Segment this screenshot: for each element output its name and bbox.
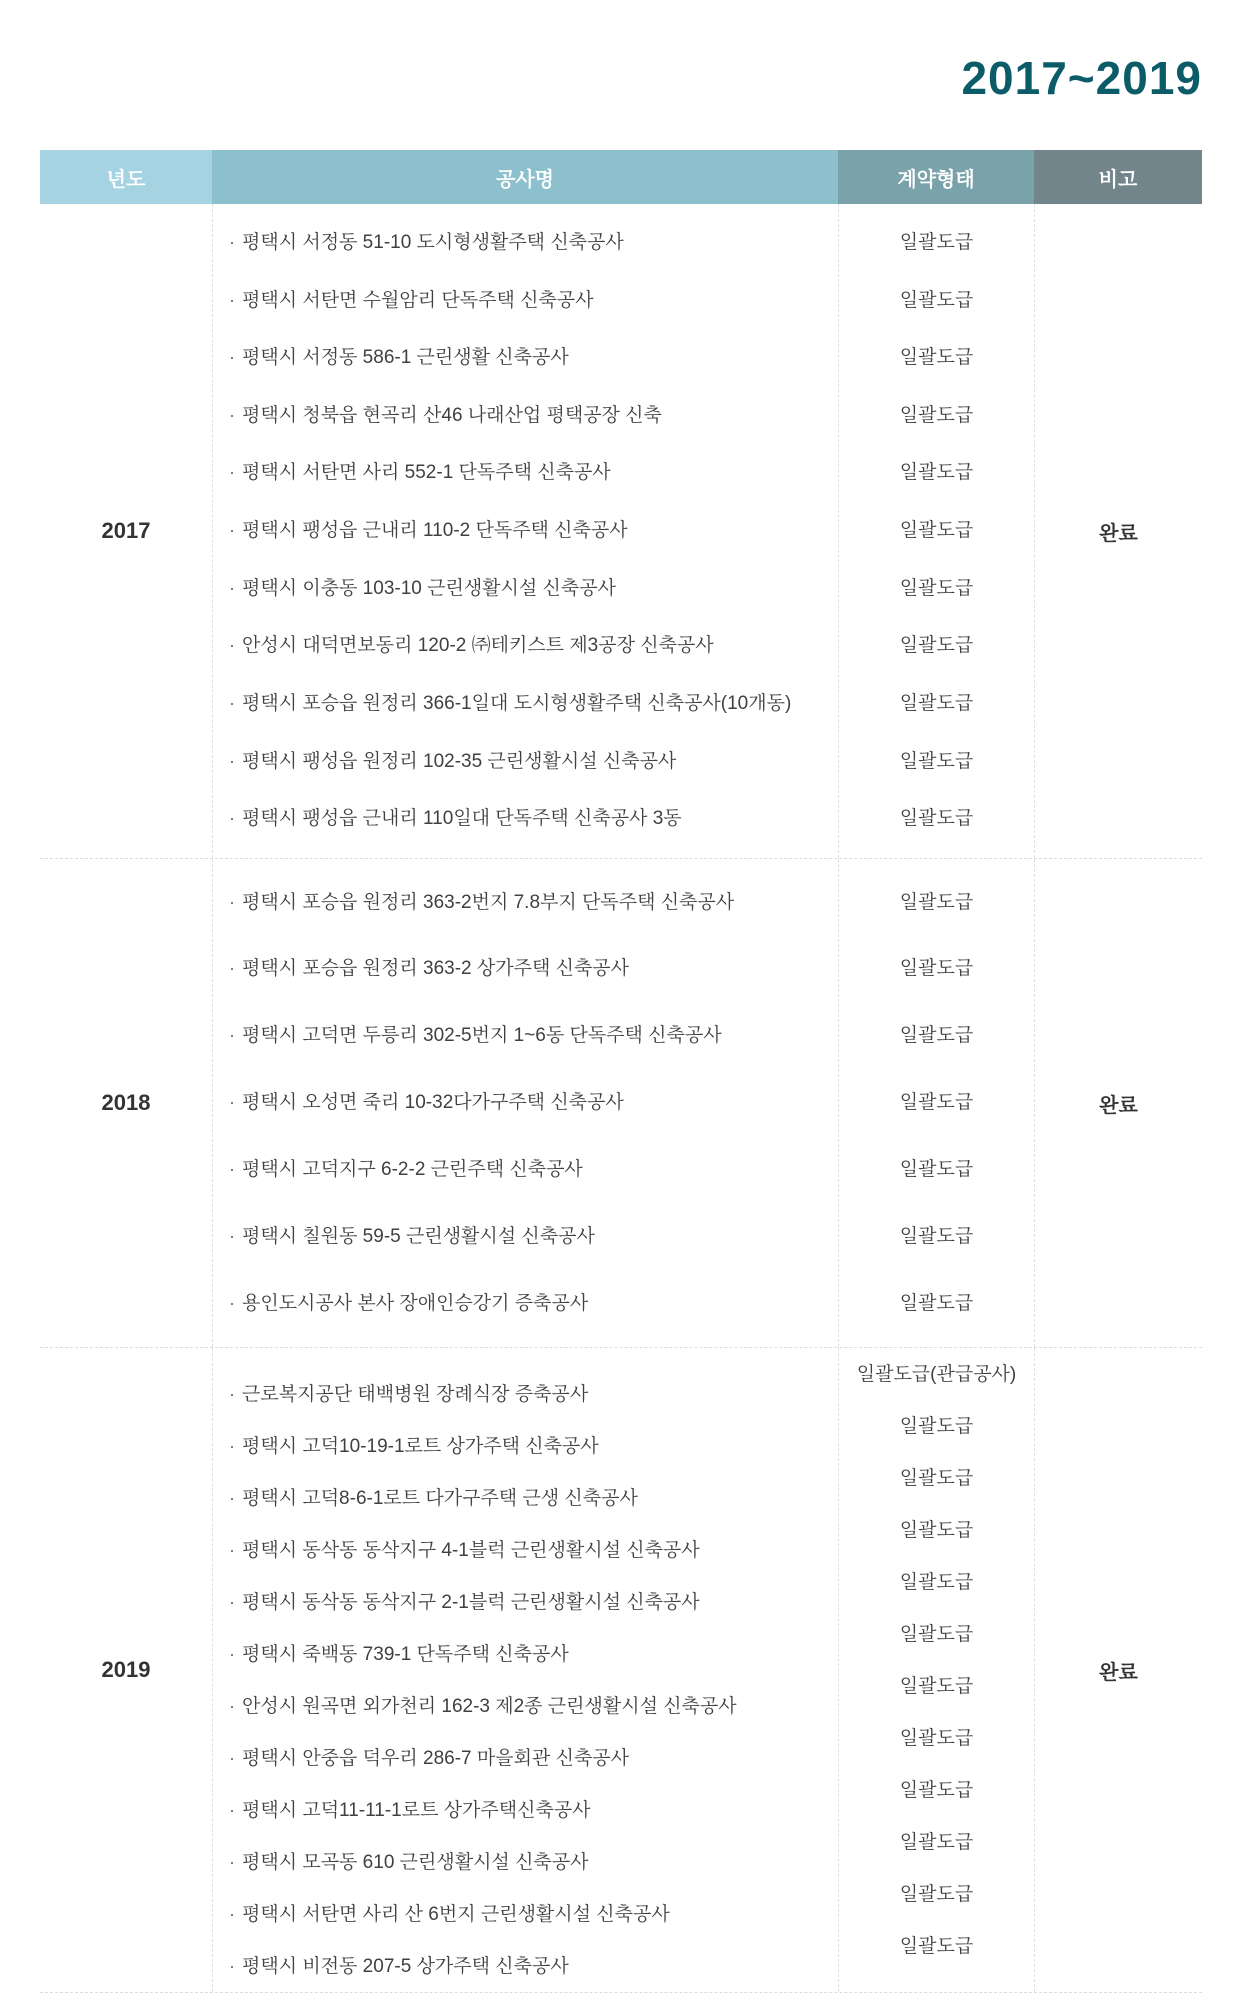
project-item: · 평택시 서정동 51-10 도시형생활주택 신축공사 [229,231,838,255]
year-label: 2017 [101,518,151,543]
contract-type-item: 일괄도급 [899,1468,974,1490]
contract-type-item: 일괄도급 [899,1780,974,1802]
project-item: · 평택시 서탄면 수월암리 단독주택 신축공사 [229,289,838,313]
project-item: · 평택시 동삭동 동삭지구 4-1블럭 근린생활시설 신축공사 [229,1539,838,1563]
project-item: · 평택시 고덕10-19-1로트 상가주택 신축공사 [229,1435,838,1459]
projects-list [213,204,838,858]
page [0,52,1242,2000]
contract-type-item: 일괄도급 [899,462,974,484]
project-item: · 평택시 서정동 586-1 근린생활 신축공사 [229,346,838,370]
project-item: · 안성시 원곡면 외가천리 162-3 제2종 근린생활시설 신축공사 [229,1695,838,1719]
contract-type-item: 일괄도급 [899,958,974,980]
contract-type-item: 일괄도급 [899,1884,974,1906]
project-item: · 평택시 팽성읍 근내리 110-2 단독주택 신축공사 [229,519,838,543]
project-item: · 평택시 고덕11-11-1로트 상가주택신축공사 [229,1799,838,1823]
contract-type-item: 일괄도급 [899,891,974,913]
project-item: · 평택시 동삭동 동삭지구 2-1블럭 근린생활시설 신축공사 [229,1591,838,1615]
contract-type-item: 일괄도급 [899,231,974,253]
project-item: · 평택시 고덕면 두릉리 302-5번지 1~6동 단독주택 신축공사 [229,1024,838,1048]
status-note: 완료 [1034,1348,1202,1992]
header-cell-contract-type: 계약형태 [838,150,1034,204]
project-item: · 평택시 포승읍 원정리 366-1일대 도시형생활주택 신축공사(10개동) [229,692,838,716]
contracts-list [839,204,1034,858]
year-label: 2019 [101,1657,151,1682]
contract-type-item: 일괄도급 [899,520,974,542]
table-header [40,150,1202,204]
project-item: · 평택시 비전동 207-5 상가주택 신축공사 [229,1955,838,1979]
contract-type-item: 일괄도급 [899,1624,974,1646]
contracts-cell [838,204,1034,858]
contract-type-item: 일괄도급 [899,635,974,657]
contract-type-item: 일괄도급 [899,808,974,830]
page-title: 2017~2019 [961,52,1202,104]
contract-type-item: 일괄도급 [899,1158,974,1180]
project-item: · 평택시 서탄면 사리 산 6번지 근린생활시설 신축공사 [229,1903,838,1927]
projects-cell [212,859,838,1347]
contract-type-item: 일괄도급 [899,1292,974,1314]
contract-type-item: 일괄도급 [899,347,974,369]
projects-cell [212,204,838,858]
year-section-2018 [40,859,1202,1348]
contract-type-item: 일괄도급 [899,1025,974,1047]
contract-type-item: 일괄도급 [899,1728,974,1750]
project-item: · 평택시 서탄면 사리 552-1 단독주택 신축공사 [229,461,838,485]
project-item: · 평택시 오성면 죽리 10-32다가구주택 신축공사 [229,1091,838,1115]
project-item: · 평택시 죽백동 739-1 단독주택 신축공사 [229,1643,838,1667]
project-item: · 평택시 안중읍 덕우리 286-7 마을회관 신축공사 [229,1747,838,1771]
project-item: · 용인도시공사 본사 장애인승강기 증축공사 [229,1292,838,1316]
project-item: · 근로복지공단 태백병원 장례식장 증축공사 [229,1383,838,1407]
contract-type-item: 일괄도급 [899,1832,974,1854]
status-note: 완료 [1034,204,1202,858]
contract-type-item: 일괄도급 [899,1520,974,1542]
contract-type-item: 일괄도급(관급공사) [856,1364,1017,1386]
contract-type-item: 일괄도급 [899,577,974,599]
status-note: 완료 [1034,859,1202,1347]
project-item: · 안성시 대덕면보동리 120-2 ㈜테키스트 제3공장 신축공사 [229,634,838,658]
header-cell-note: 비고 [1034,150,1202,204]
contracts-cell [838,1348,1034,1992]
year-label: 2018 [101,1090,151,1115]
projects-list [213,859,838,1347]
header-cell-project-name: 공사명 [212,150,838,204]
year-section-2019 [40,1348,1202,1993]
contract-type-item: 일괄도급 [899,692,974,714]
project-item: · 평택시 청북읍 현곡리 산46 나래산업 평택공장 신축 [229,404,838,428]
contract-type-item: 일괄도급 [899,404,974,426]
projects-list [213,1359,838,2000]
project-item: · 평택시 모곡동 610 근린생활시설 신축공사 [229,1851,838,1875]
project-item: · 평택시 팽성읍 근내리 110일대 단독주택 신축공사 3동 [229,807,838,831]
construction-history-table [40,150,1202,1993]
project-item: · 평택시 이충동 103-10 근린생활시설 신축공사 [229,577,838,601]
contracts-list [839,1339,1034,1983]
contract-type-item: 일괄도급 [899,289,974,311]
project-item: · 평택시 포승읍 원정리 363-2 상가주택 신축공사 [229,957,838,981]
contract-type-item: 일괄도급 [899,1936,974,1958]
contract-type-item: 일괄도급 [899,1416,974,1438]
contract-type-item: 일괄도급 [899,1225,974,1247]
project-item: · 평택시 고덕지구 6-2-2 근린주택 신축공사 [229,1158,838,1182]
header-cell-year: 년도 [40,150,212,204]
project-item: · 평택시 팽성읍 원정리 102-35 근린생활시설 신축공사 [229,750,838,774]
project-item: · 평택시 고덕8-6-1로트 다가구주택 근생 신축공사 [229,1487,838,1511]
project-item: · 평택시 포승읍 원정리 363-2번지 7.8부지 단독주택 신축공사 [229,891,838,915]
contract-type-item: 일괄도급 [899,1092,974,1114]
project-item: · 평택시 칠원동 59-5 근린생활시설 신축공사 [229,1225,838,1249]
contract-type-item: 일괄도급 [899,1572,974,1594]
contracts-cell [838,859,1034,1347]
projects-cell [212,1348,838,1992]
contracts-list [839,859,1034,1347]
contract-type-item: 일괄도급 [899,1676,974,1698]
contract-type-item: 일괄도급 [899,750,974,772]
year-section-2017 [40,204,1202,859]
